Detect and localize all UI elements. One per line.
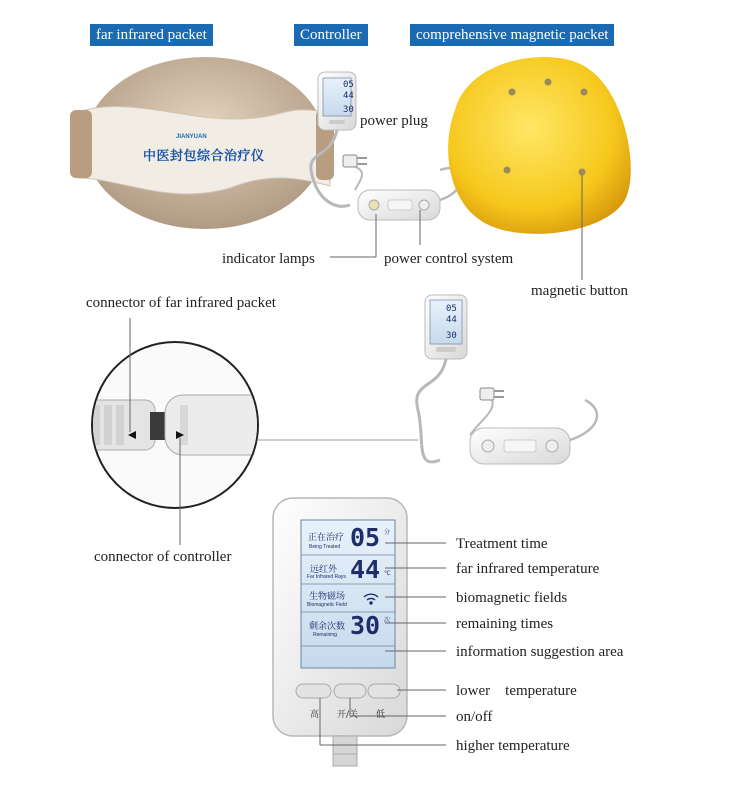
label-power-plug: power plug (360, 113, 428, 129)
lcd-row1-unit: 分 (384, 529, 391, 536)
button-label-onoff: 开/关 (337, 710, 359, 720)
svg-text:05: 05 (446, 304, 457, 314)
label-remaining-times: remaining times (456, 616, 554, 632)
svg-text:44: 44 (343, 91, 354, 101)
power-plug (343, 155, 367, 167)
lcd-row2-cn: 远红外 (310, 565, 338, 575)
label-on-off: on/off (456, 709, 493, 725)
top-controller (318, 72, 356, 130)
button-label-low: 低 (376, 710, 386, 720)
svg-text:30: 30 (446, 331, 457, 341)
label-indicator-lamps: indicator lamps (222, 251, 315, 267)
lcd-row3-en: Biomagnetic Field (307, 602, 347, 608)
label-information-area: information suggestion area (456, 644, 624, 660)
lcd-row1-cn: 正在治疗 (308, 533, 345, 543)
label-connector-far-infrared: connector of far infrared packet (86, 295, 276, 311)
middle-power-control-box (470, 400, 597, 464)
svg-text:05: 05 (343, 80, 354, 90)
lcd-row1-en: Being Treated (309, 544, 341, 550)
label-magnetic-button: magnetic button (531, 283, 629, 299)
label-higher-temperature: higher temperature (456, 738, 570, 754)
onoff-button[interactable] (334, 684, 366, 698)
belt-brand: JIANYUAN (176, 134, 207, 140)
label-lower-temperature: lower temperature (456, 683, 577, 699)
lcd-row4-value: 30 (350, 611, 381, 640)
lcd-row1-value: 05 (350, 523, 381, 552)
svg-text:30: 30 (343, 105, 354, 115)
label-far-infrared-temperature: far infrared temperature (456, 561, 600, 577)
belt-title: 中医封包综合治疗仪 (143, 149, 265, 164)
lcd-row2-en: Far Infrared Rays (307, 574, 346, 580)
lcd-row2-unit: ℃ (384, 570, 391, 577)
svg-text:44: 44 (446, 315, 457, 325)
label-biomagnetic-fields: biomagnetic fields (456, 590, 568, 606)
lcd-row4-cn: 剩余次数 (309, 622, 346, 632)
comprehensive-magnetic-packet (448, 57, 631, 234)
power-control-box (358, 168, 463, 220)
lcd-row2-value: 44 (350, 555, 381, 584)
header-controller: Controller (294, 24, 368, 46)
button-label-high: 高 (310, 710, 320, 720)
lcd-row4-unit: 次 (384, 617, 391, 624)
label-connector-controller: connector of controller (94, 549, 232, 565)
high-button[interactable] (296, 684, 331, 698)
header-far-infrared-packet: far infrared packet (90, 24, 213, 46)
lcd-row3-cn: 生物磁场 (309, 592, 346, 602)
label-power-control-system: power control system (384, 251, 514, 267)
lcd-row4-en: Remaining (313, 632, 337, 638)
header-magnetic-packet: comprehensive magnetic packet (410, 24, 614, 46)
far-infrared-packet (70, 57, 334, 229)
low-button[interactable] (368, 684, 400, 698)
label-treatment-time: Treatment time (456, 536, 548, 552)
middle-controller (425, 295, 467, 359)
